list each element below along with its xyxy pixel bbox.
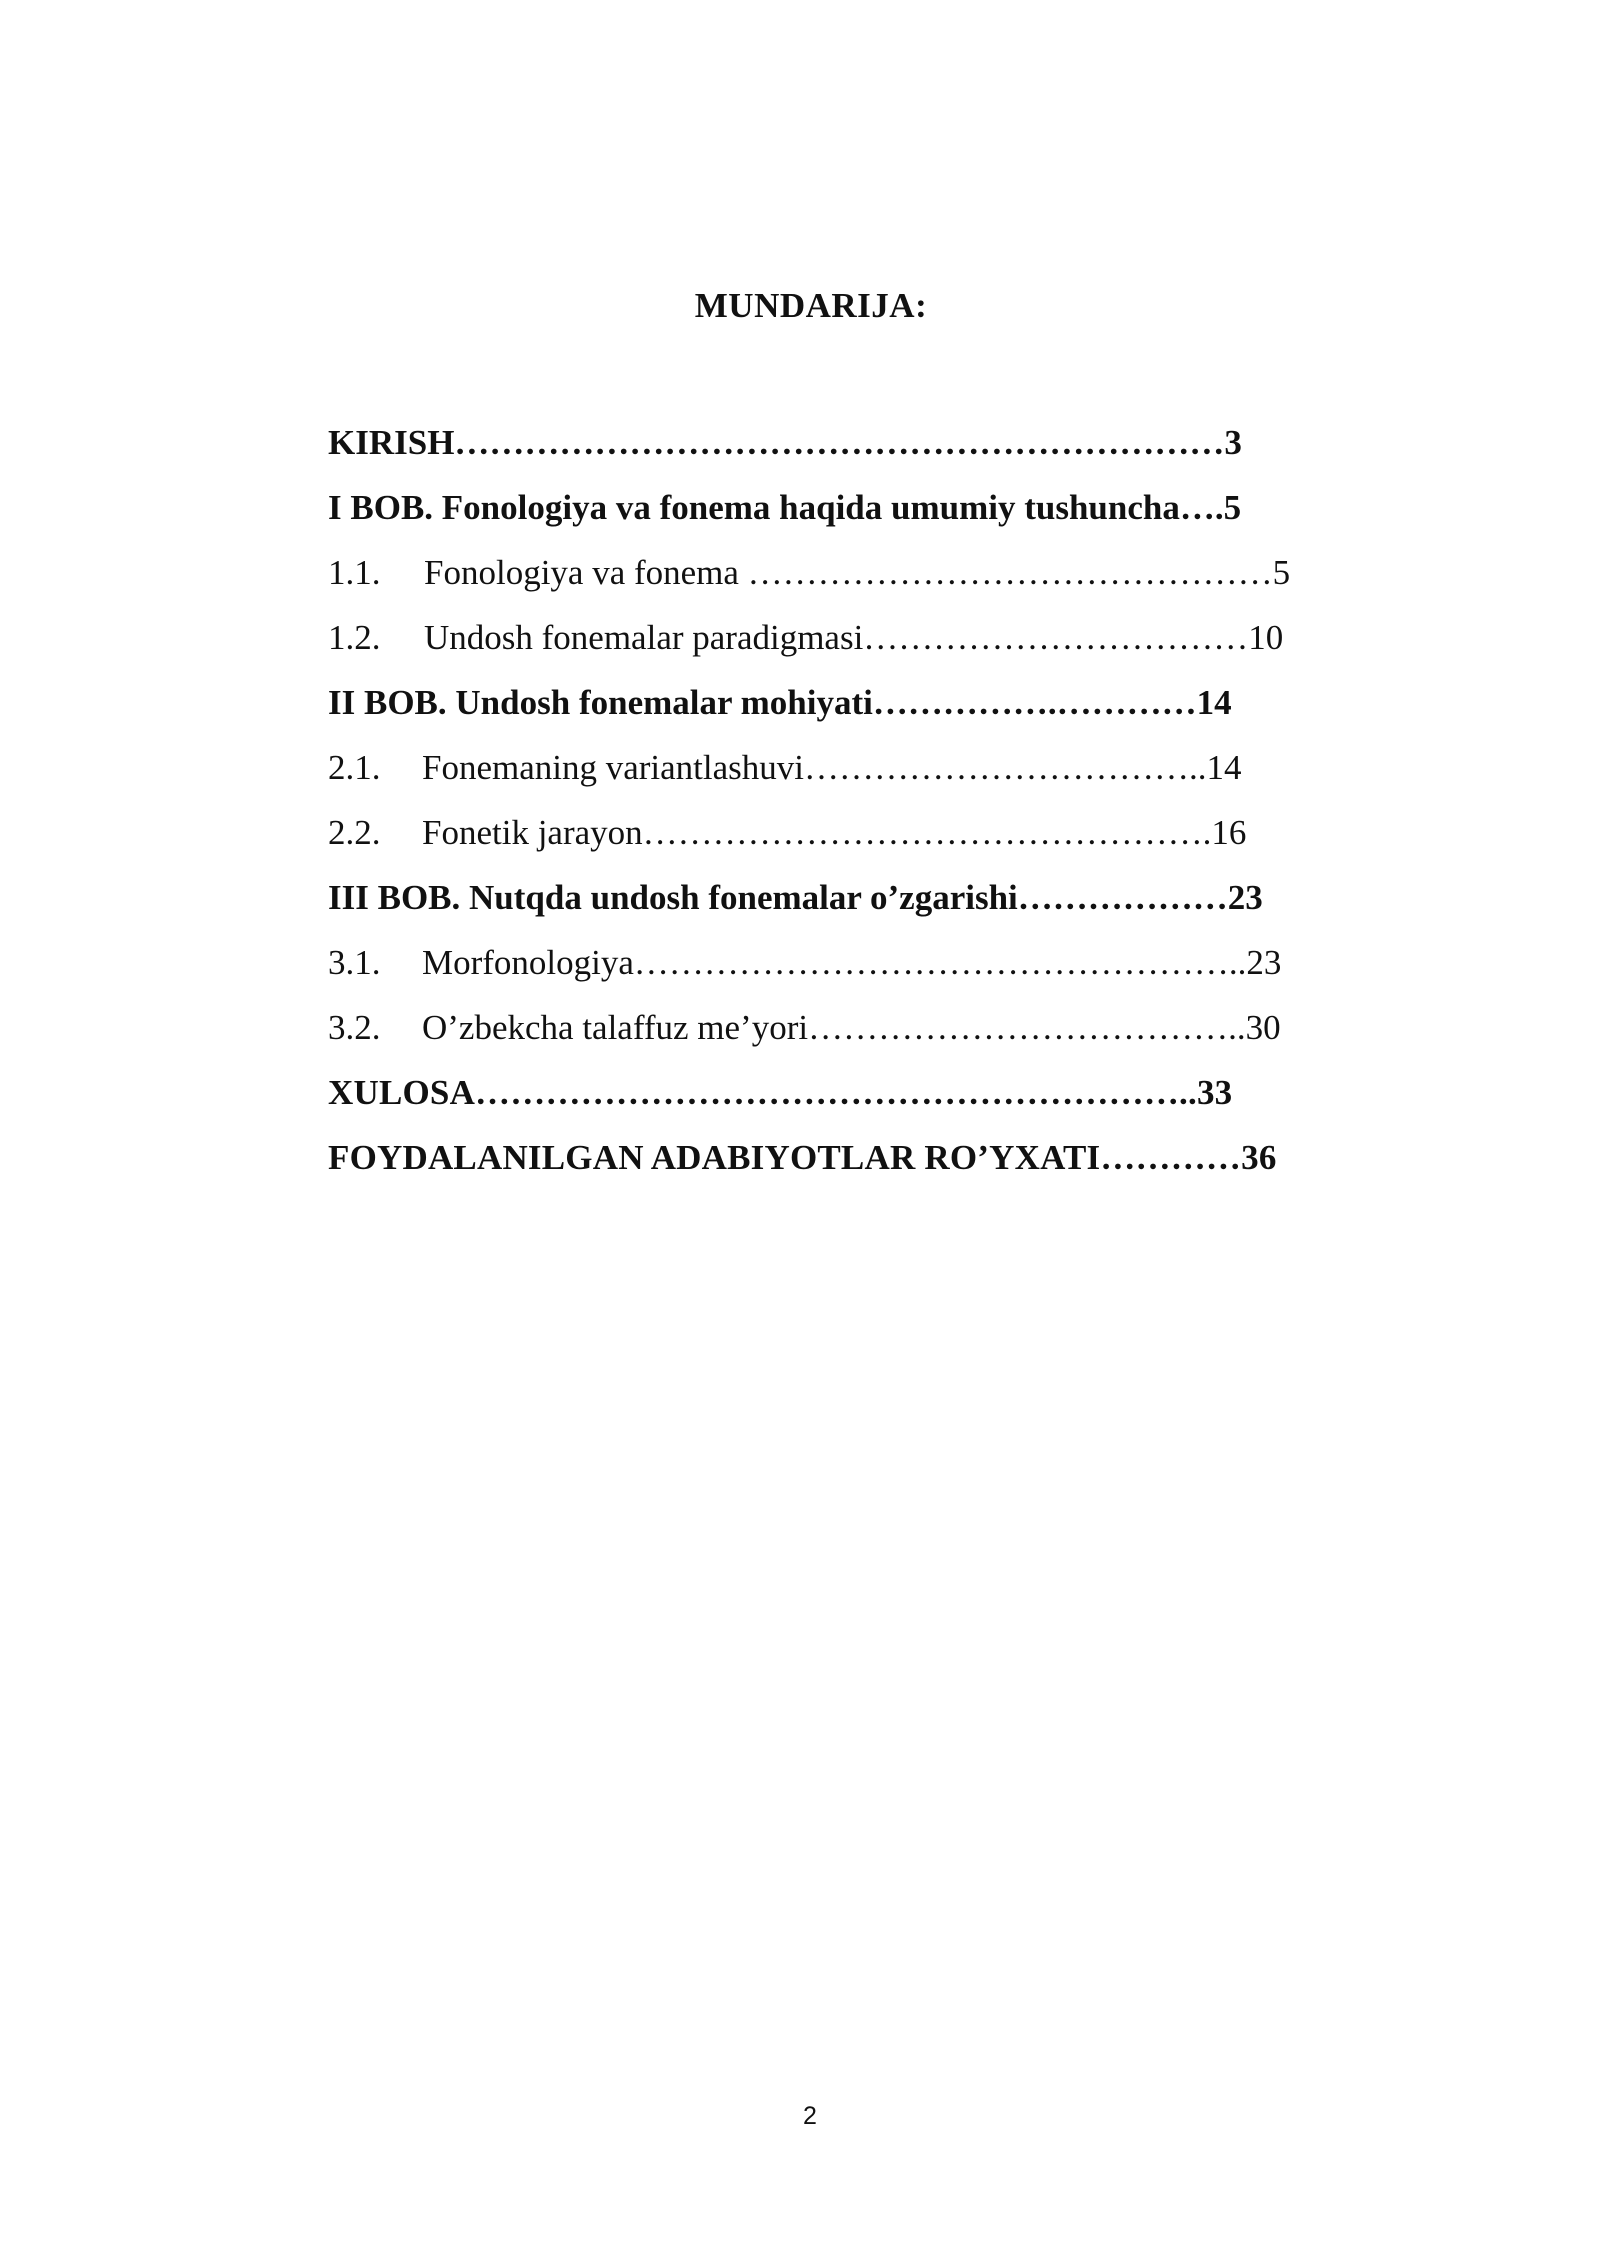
toc-entry-bibliography [328,1125,1368,1190]
toc-entry-text: KIRISH…………………………………………………………3 [328,423,1242,462]
toc-entry-section-2-2 [328,800,1368,865]
toc-entry-xulosa [328,1060,1368,1125]
table-of-contents [328,410,1368,1190]
toc-entry-section-1-1 [328,540,1368,605]
toc-entry-number: 2.2. [328,813,381,852]
toc-entry-number: 2.1. [328,748,381,787]
toc-entry-section-3-1 [328,930,1368,995]
toc-entry-kirish [328,410,1368,475]
toc-entry-text: Undosh fonemalar paradigmasi……………………………10 [424,618,1284,657]
toc-entry-text: Fonemaning variantlashuvi……………………………..14 [422,748,1242,787]
toc-entry-text: Morfonologiya……………………………………………..23 [422,943,1282,982]
toc-entry-section-1-2 [328,605,1368,670]
toc-entry-text: Fonetik jarayon………………………………………….16 [422,813,1247,852]
toc-entry-text: FOYDALANILGAN ADABIYOTLAR RO’YXATI…………36 [328,1138,1277,1177]
toc-entry-chapter-2 [328,670,1368,735]
toc-entry-text: II BOB. Undosh fonemalar mohiyati…………….…………14 [328,683,1232,722]
toc-entry-number: 3.2. [328,1008,381,1047]
toc-title: MUNDARIJA: [694,286,928,325]
toc-entry-text: Fonologiya va fonema ………………………………………5 [424,553,1291,592]
toc-entry-number: 3.1. [328,943,381,982]
toc-entry-text: III BOB. Nutqda undosh fonemalar o’zgarishi………………23 [328,878,1263,917]
toc-entry-number: 1.1. [328,553,381,592]
toc-entry-text: I BOB. Fonologiya va fonema haqida umumiy tushuncha….5 [328,488,1242,527]
toc-entry-chapter-1 [328,475,1368,540]
toc-entry-section-2-1 [328,735,1368,800]
toc-entry-text: XULOSA……………………………………………………..33 [328,1073,1233,1112]
toc-entry-text: O’zbekcha talaffuz me’yori………………………………..30 [422,1008,1281,1047]
toc-entry-chapter-3 [328,865,1368,930]
toc-entry-section-3-2 [328,995,1368,1060]
toc-entry-number: 1.2. [328,618,381,657]
page-number: 2 [803,2102,817,2130]
